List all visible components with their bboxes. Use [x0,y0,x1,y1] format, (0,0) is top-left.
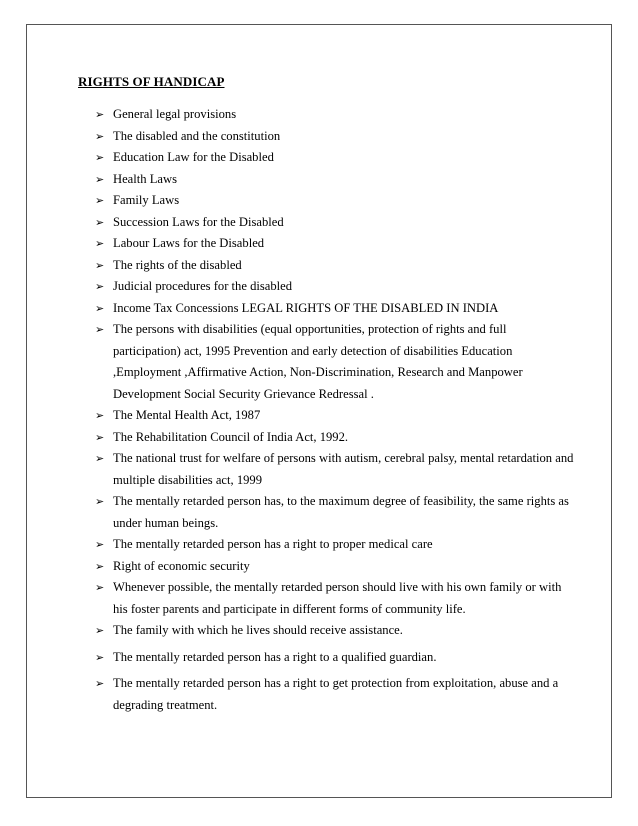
list-item-text: The national trust for welfare of persons with autism, cerebral palsy, mental retardation and multiple disabilities act, 1999 [113,451,574,487]
list-item [95,276,575,298]
arrow-bullet-icon: ➢ [95,559,105,573]
list-item [95,427,575,449]
arrow-bullet-icon: ➢ [95,258,105,272]
list-item [95,147,575,169]
list-item-text: The family with which he lives should receive assistance. [113,623,403,637]
arrow-bullet-icon: ➢ [95,624,105,637]
list-item [95,491,575,534]
list-item [95,169,575,191]
arrow-bullet-icon: ➢ [95,538,105,551]
list-item [95,448,575,491]
list-item-text: The persons with disabilities (equal opportunities, protection of rights and full participation) act, 1995 Prevention and early detection of disabilities Education ,Employment ,Affirmative Action, Non-Discrimination, Research and Manpower Development Social Security Grievance Redressal . [113,322,523,401]
list-item-text: The mentally retarded person has a right to a qualified guardian. [113,649,437,664]
list-item-text: Education Law for the Disabled [113,150,274,164]
list-item [95,577,575,620]
list-item-text: Family Laws [113,193,180,207]
list-item-text: Right of economic security [113,558,250,573]
arrow-bullet-icon: ➢ [95,495,105,508]
rights-list [95,104,575,716]
arrow-bullet-icon: ➢ [95,215,105,229]
arrow-bullet-icon: ➢ [95,677,105,690]
list-item-text: Whenever possible, the mentally retarded person should live with his own family or with his foster parents and participate in different forms of community life. [113,580,562,616]
list-item-text: Health Laws [113,171,177,186]
list-item [95,126,575,148]
list-item [95,255,575,277]
arrow-bullet-icon: ➢ [95,409,105,422]
list-item-text: Labour Laws for the Disabled [113,236,265,250]
list-item [95,233,575,255]
arrow-bullet-icon: ➢ [95,237,105,250]
arrow-bullet-icon: ➢ [95,172,105,186]
list-item [95,405,575,427]
arrow-bullet-icon: ➢ [95,650,105,664]
list-item-text: The rights of the disabled [113,257,242,272]
list-item-text: The mentally retarded person has a right to get protection from exploitation, abuse and a degrading treatment. [113,676,559,712]
arrow-bullet-icon: ➢ [95,194,105,207]
arrow-bullet-icon: ➢ [95,430,105,444]
list-item [95,556,575,578]
arrow-bullet-icon: ➢ [95,280,105,293]
list-item [95,190,575,212]
document-heading: RIGHTS OF HANDICAP [78,74,225,89]
list-item [95,212,575,234]
arrow-bullet-icon: ➢ [95,151,105,164]
list-item-text: General legal provisions [113,107,237,121]
list-item-text: The Mental Health Act, 1987 [113,408,261,422]
arrow-bullet-icon: ➢ [95,581,105,594]
arrow-bullet-icon: ➢ [95,323,105,336]
arrow-bullet-icon: ➢ [95,452,105,465]
list-item-text: Income Tax Concessions LEGAL RIGHTS OF THE DISABLED IN INDIA [113,300,499,315]
list-item [95,104,575,126]
list-item [95,620,575,642]
list-item [95,673,575,716]
list-item-text: The mentally retarded person has a right to proper medical care [113,537,433,551]
arrow-bullet-icon: ➢ [95,301,105,315]
list-item [95,534,575,556]
list-item-text: The Rehabilitation Council of India Act, 1992. [113,429,349,444]
list-item-text: Succession Laws for the Disabled [113,214,284,229]
list-item [95,319,575,405]
list-item [95,298,575,320]
arrow-bullet-icon: ➢ [95,108,105,121]
arrow-bullet-icon: ➢ [95,129,105,143]
list-item [95,647,575,669]
list-item-text: The disabled and the constitution [113,128,281,143]
list-item-text: The mentally retarded person has, to the maximum degree of feasibility, the same rights as under human beings. [113,494,569,530]
list-item-text: Judicial procedures for the disabled [113,279,293,293]
